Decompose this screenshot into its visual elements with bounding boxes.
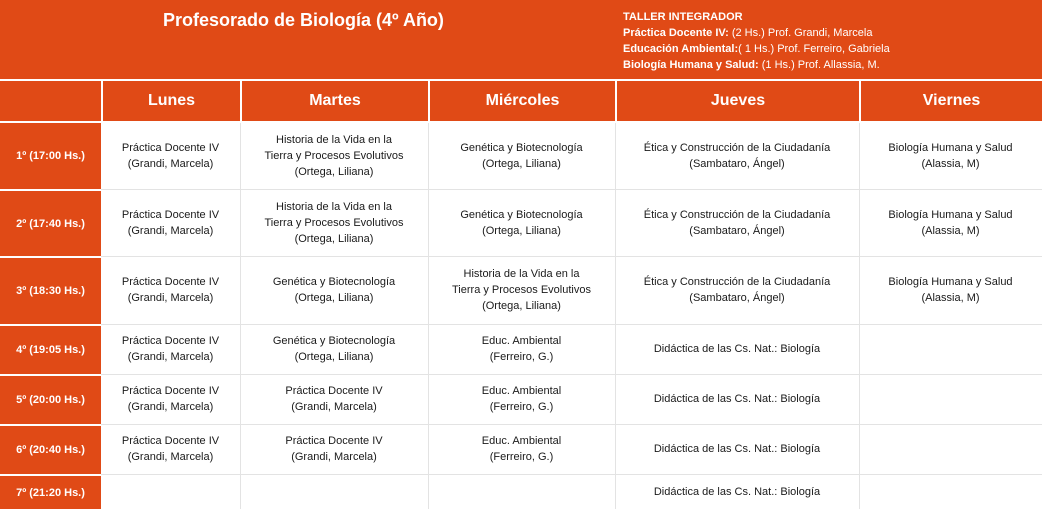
time-slot-3: 3º (18:30 Hs.) xyxy=(0,258,101,324)
schedule-cell xyxy=(428,324,615,374)
subject-name: Práctica Docente IV xyxy=(285,385,383,397)
day-header-3: Miércoles xyxy=(430,81,615,121)
teacher-name: (Ferreiro, G.) xyxy=(489,451,554,463)
schedule-cell xyxy=(240,189,428,256)
schedule-cell xyxy=(101,474,240,509)
subject-name: Práctica Docente IV xyxy=(285,435,383,447)
teacher-name: (Ferreiro, G.) xyxy=(489,401,554,413)
schedule-cell xyxy=(615,374,859,424)
teacher-name: (Ortega, Liliana) xyxy=(294,292,374,304)
subject-name: Didáctica de las Cs. Nat.: Biología xyxy=(653,393,821,405)
teacher-name: (Ortega, Liliana) xyxy=(482,300,561,312)
subject-name: Biología Humana y Salud xyxy=(888,276,1013,288)
taller-title: TALLER INTEGRADOR xyxy=(623,11,743,23)
teacher-name: (Grandi, Marcela) xyxy=(291,451,377,463)
taller-detail: ( 1 Hs.) Prof. Ferreiro, Gabriela xyxy=(738,43,890,55)
day-header-1: Lunes xyxy=(103,81,240,121)
schedule-cell xyxy=(615,256,859,324)
schedule-cell xyxy=(101,189,240,256)
teacher-name: (Grandi, Marcela) xyxy=(291,401,377,413)
schedule-cell xyxy=(428,474,615,509)
schedule-cell xyxy=(859,123,1042,189)
schedule-cell xyxy=(240,424,428,474)
teacher-name: (Sambataro, Ángel) xyxy=(689,158,785,170)
schedule-cell xyxy=(859,474,1042,509)
schedule-cell xyxy=(101,324,240,374)
subject-name: Genética y Biotecnología xyxy=(272,276,396,288)
subject-name: Genética y Biotecnología xyxy=(460,208,583,221)
subject-name: Historia de la Vida en la xyxy=(276,200,392,213)
schedule-cell xyxy=(101,123,240,189)
subject-name: Biología Humana y Salud xyxy=(888,208,1013,221)
schedule-cell xyxy=(428,424,615,474)
subject-name: Didáctica de las Cs. Nat.: Biología xyxy=(653,485,821,498)
time-slot-6: 6º (20:40 Hs.) xyxy=(0,426,101,474)
teacher-name: (Alassia, M) xyxy=(921,292,980,304)
schedule-cell xyxy=(101,256,240,324)
teacher-name: (Grandi, Marcela) xyxy=(127,451,214,463)
subject-name: Educ. Ambiental xyxy=(481,435,562,447)
subject-name: Historia de la Vida en la xyxy=(276,134,392,146)
schedule-cell xyxy=(859,424,1042,474)
schedule-cell xyxy=(101,374,240,424)
subject-name: Tierra y Procesos Evolutivos xyxy=(264,216,404,229)
subject-name: Práctica Docente IV xyxy=(121,335,220,347)
schedule-cell xyxy=(615,189,859,256)
corner-header-cell xyxy=(0,81,101,121)
teacher-name: (Alassia, M) xyxy=(921,224,980,237)
schedule-cell xyxy=(615,424,859,474)
subject-name: Educ. Ambiental xyxy=(481,385,562,397)
schedule-cell xyxy=(859,374,1042,424)
schedule-cell xyxy=(428,374,615,424)
subject-name: Biología Humana y Salud xyxy=(888,142,1013,154)
subject-name: Genética y Biotecnología xyxy=(272,335,396,347)
schedule-cell xyxy=(615,324,859,374)
subject-name: Práctica Docente IV xyxy=(121,435,220,447)
schedule-cell xyxy=(428,189,615,256)
day-header-5: Viernes xyxy=(861,81,1042,121)
teacher-name: (Alassia, M) xyxy=(921,158,980,170)
taller-integrador-info xyxy=(623,9,890,73)
taller-detail: (1 Hs.) Prof. Allassia, M. xyxy=(758,59,880,71)
schedule-header xyxy=(0,0,1042,79)
teacher-name: (Ortega, Liliana) xyxy=(294,351,374,363)
taller-subject: Educación Ambiental: xyxy=(623,43,739,55)
teacher-name: (Ferreiro, G.) xyxy=(489,351,554,363)
schedule-cell xyxy=(428,123,615,189)
taller-subject: Práctica Docente IV: xyxy=(623,27,729,39)
schedule-cell xyxy=(859,324,1042,374)
subject-name: Didáctica de las Cs. Nat.: Biología xyxy=(653,443,821,455)
subject-name: Práctica Docente IV xyxy=(121,142,220,154)
schedule-cell xyxy=(240,474,428,509)
schedule-cell xyxy=(101,424,240,474)
subject-name: Ética y Construcción de la Ciudadanía xyxy=(643,208,831,221)
subject-name: Genética y Biotecnología xyxy=(460,142,583,154)
taller-line xyxy=(623,41,890,57)
subject-name: Didáctica de las Cs. Nat.: Biología xyxy=(653,343,821,355)
teacher-name: (Ortega, Liliana) xyxy=(294,166,374,178)
schedule-cell xyxy=(859,256,1042,324)
subject-name: Educ. Ambiental xyxy=(481,335,562,347)
page-title: Profesorado de Biología (4º Año) xyxy=(163,10,444,30)
subject-name: Tierra y Procesos Evolutivos xyxy=(264,150,404,162)
subject-name: Tierra y Procesos Evolutivos xyxy=(452,284,591,296)
teacher-name: (Grandi, Marcela) xyxy=(127,158,214,170)
time-slot-1: 1º (17:00 Hs.) xyxy=(0,123,101,189)
teacher-name: (Grandi, Marcela) xyxy=(127,224,214,237)
schedule-cell xyxy=(240,123,428,189)
schedule-cell xyxy=(240,374,428,424)
schedule-cell xyxy=(615,123,859,189)
subject-name: Ética y Construcción de la Ciudadanía xyxy=(643,142,831,154)
subject-name: Historia de la Vida en la xyxy=(463,268,580,280)
time-slot-7: 7º (21:20 Hs.) xyxy=(0,476,101,509)
taller-line xyxy=(623,57,890,73)
time-slot-4: 4º (19:05 Hs.) xyxy=(0,326,101,374)
taller-line xyxy=(623,25,890,41)
teacher-name: (Sambataro, Ángel) xyxy=(689,292,785,304)
schedule-cell xyxy=(428,256,615,324)
schedule-cell xyxy=(240,256,428,324)
teacher-name: (Sambataro, Ángel) xyxy=(689,224,785,237)
teacher-name: (Ortega, Liliana) xyxy=(294,232,374,245)
day-header-4: Jueves xyxy=(617,81,859,121)
teacher-name: (Grandi, Marcela) xyxy=(127,292,214,304)
schedule-cell xyxy=(615,474,859,509)
subject-name: Práctica Docente IV xyxy=(121,276,220,288)
schedule-cell xyxy=(859,189,1042,256)
schedule-cell xyxy=(240,324,428,374)
time-slot-2: 2º (17:40 Hs.) xyxy=(0,191,101,256)
teacher-name: (Ortega, Liliana) xyxy=(482,224,561,237)
teacher-name: (Grandi, Marcela) xyxy=(127,351,214,363)
teacher-name: (Ortega, Liliana) xyxy=(482,158,561,170)
subject-name: Práctica Docente IV xyxy=(121,385,220,397)
time-slot-5: 5º (20:00 Hs.) xyxy=(0,376,101,424)
subject-name: Práctica Docente IV xyxy=(121,208,220,221)
teacher-name: (Grandi, Marcela) xyxy=(127,401,214,413)
subject-name: Ética y Construcción de la Ciudadanía xyxy=(643,276,831,288)
taller-subject: Biología Humana y Salud: xyxy=(623,59,759,71)
taller-detail: (2 Hs.) Prof. Grandi, Marcela xyxy=(728,27,873,39)
day-header-2: Martes xyxy=(242,81,428,121)
